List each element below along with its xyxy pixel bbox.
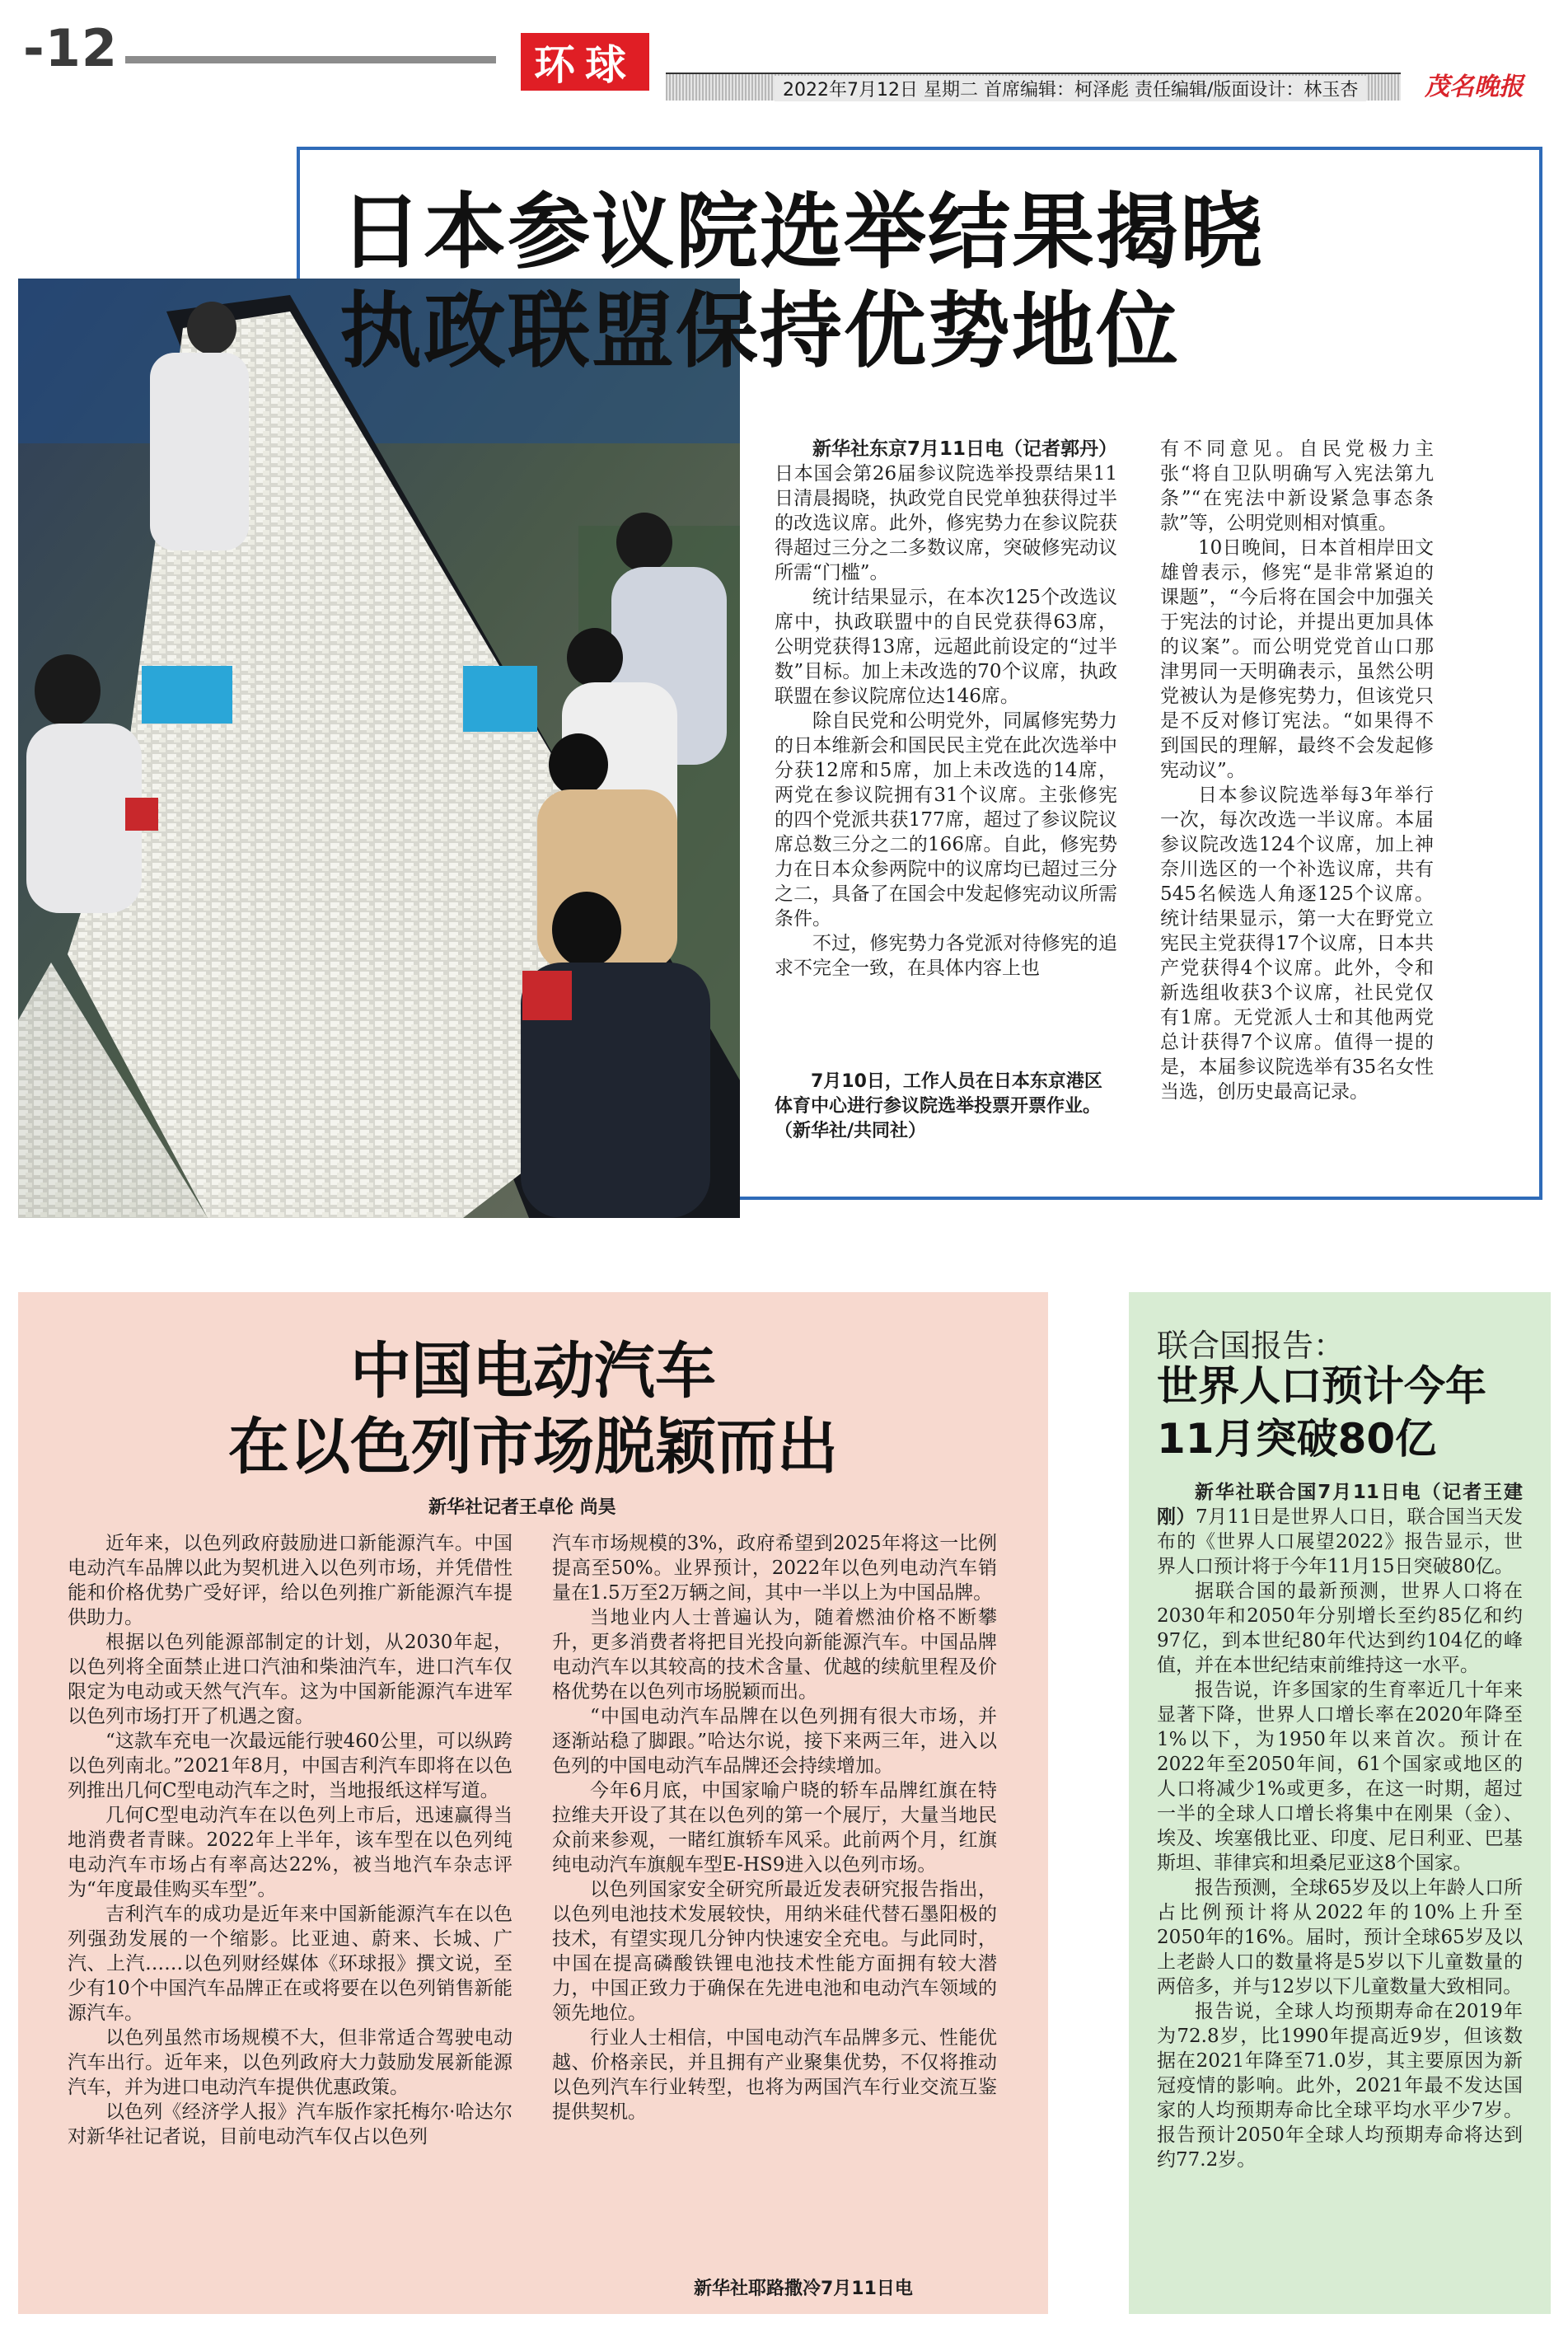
masthead-logo: 茂名晚报 <box>1401 73 1547 102</box>
paragraph: 吉利汽车的成功是近年来中国新能源汽车在以色列强劲发展的一个缩影。比亚迪、蔚来、长城、广汽、上汽……以色列财经媒体《环球报》撰文说，至少有10个中国汽车品牌正在或将要在以色列销售新能源汽车。 <box>68 1904 513 2024</box>
population-story-column <box>1157 1480 1523 2172</box>
paragraph: 据联合国的最新预测，世界人口将在2030年和2050年分别增长至约85亿和约97亿，到本世纪80年代达到约104亿的峰值，并在本世纪结束前维持这一水平。 <box>1157 1581 1523 1676</box>
header-info: 2022年7月12日 星期二 首席编辑：柯泽彪 责任编辑/版面设计：林玉杏 <box>775 76 1366 101</box>
section-badge: 环球 <box>521 33 649 91</box>
population-kicker: 联合国报告： <box>1157 1328 1346 1364</box>
paragraph: “这款车充电一次最远能行驶460公里，可以纵跨以色列南北。”2021年8月，中国吉利汽车即将在以色列推出几何C型电动汽车之时，当地报纸这样写道。 <box>68 1731 513 1801</box>
ev-story-column-1 <box>68 1531 513 2149</box>
paragraph: 统计结果显示，在本次125个改选议席中，执政联盟中的自民党获得63席，公明党获得13席，远超此前设定的“过半数”目标。加上未改选的70个议席，执政联盟在参议院席位达146席。 <box>775 587 1117 707</box>
population-headline-line1: 世界人口预计今年 <box>1157 1362 1486 1410</box>
paragraph: 几何C型电动汽车在以色列上市后，迅速赢得当地消费者青睐。2022年上半年，该车型在以色列纯电动汽车市场占有率高达22%，被当地汽车杂志评为“年度最佳购买车型”。 <box>68 1805 513 1900</box>
paragraph: 日本国会第26届参议院选举投票结果11日清晨揭晓，执政党自民党单独获得过半的改选议席。此外，修宪势力在参议院获得超过三分之二多数议席，突破修宪动议所需“门槛”。 <box>775 463 1117 583</box>
lead-headline-line1: 日本参议院选举结果揭晓 <box>339 184 1264 280</box>
paragraph: 除自民党和公明党外，同属修宪势力的日本维新会和国民民主党在此次选举中分获12席和5席，加上未改选的14席，两党在参议院拥有31个议席。主张修宪的四个党派共获177席，超过了参议院议席总数三分之二的166席。自此，修宪势力在日本众参两院中的议席均已超过三分之二，具备了在国会中发起修宪动议所需条件。 <box>775 710 1117 930</box>
paragraph: 不过，修宪势力各党派对待修宪的追求不完全一致，在具体内容上也 <box>775 933 1117 979</box>
ev-story-signoff: 新华社耶路撒冷7月11日电 <box>694 2279 913 2299</box>
paragraph: 报告预测，全球65岁及以上年龄人口所占比例预计将从2022年的10%上升至2050年的16%。届时，预计全球65岁及以上老龄人口的数量将是5岁以下儿童数量的两倍多，并与12岁以下儿童数量大致相同。 <box>1157 1877 1523 1998</box>
ev-headline-line1: 中国电动汽车 <box>350 1336 716 1407</box>
paragraph: 行业人士相信，中国电动汽车品牌多元、性能优越、价格亲民，并且拥有产业聚集优势，不仅将推动以色列汽车行业转型，也将为两国汽车行业交流互鉴提供契机。 <box>552 2027 997 2123</box>
dateline: 新华社联合国7月11日电（记者王建刚） <box>1157 1482 1523 1528</box>
paragraph: 报告说，许多国家的生育率近几十年来显著下降，世界人口增长率在2020年降至1%以下，为1950年以来首次。预计在2022年至2050年间，61个国家或地区的人口将减少1%或更多，在这一时期，超过一半的全球人口增长将集中在刚果（金）、埃及、埃塞俄比亚、印度、尼日利亚、巴基斯坦、菲律宾和坦桑尼亚这8个国家。 <box>1157 1679 1523 1874</box>
paragraph: 当地业内人士普遍认为，随着燃油价格不断攀升，更多消费者将把目光投向新能源汽车。中国品牌电动汽车以其较高的技术含量、优越的续航里程及价格优势在以色列市场脱颖而出。 <box>552 1607 997 1703</box>
paragraph: 近年来，以色列政府鼓励进口新能源汽车。中国电动汽车品牌以此为契机进入以色列市场，并凭借性能和价格优势广受好评，给以色列推广新能源汽车提供助力。 <box>68 1533 513 1628</box>
population-headline <box>1157 1360 1544 1465</box>
byline: 新华社记者王卓伦 尚昊 <box>428 1497 616 1518</box>
paragraph: 报告说，全球人均预期寿命在2019年为72.8岁，比1990年提高近9岁，但该数据在2021年降至71.0岁，其主要原因为新冠疫情的影响。此外，2021年最不发达国家的人均预期寿命比全球平均水平少7岁。报告预计2050年全球人均预期寿命将达到约77.2岁。 <box>1157 2001 1523 2171</box>
lead-headline <box>339 183 1264 381</box>
ev-headline-line2: 在以色列市场脱颖而出 <box>228 1412 838 1483</box>
paragraph: 7月11日是世界人口日，联合国当天发布的《世界人口展望2022》报告显示，世界人口预计将于今年11月15日突破80亿。 <box>1157 1506 1523 1577</box>
paragraph: 以色列虽然市场规模不大，但非常适合驾驶电动汽车出行。近年来，以色列政府大力鼓励发展新能源汽车，并为进口电动汽车提供优惠政策。 <box>68 2027 513 2098</box>
paragraph: 有不同意见。自民党极力主张“将自卫队明确写入宪法第九条”“在宪法中新设紧急事态条款”等，公明党则相对慎重。 <box>1160 438 1434 534</box>
paragraph: 根据以色列能源部制定的计划，从2030年起，以色列将全面禁止进口汽油和柴油汽车，进口汽车仅限定为电动或天然气汽车。这为中国新能源汽车进军以色列市场打开了机遇之窗。 <box>68 1632 513 1727</box>
paragraph: 今年6月底，中国家喻户晓的轿车品牌红旗在特拉维夫开设了其在以色列的第一个展厅，大量当地民众前来参观，一睹红旗轿车风采。此前两个月，红旗纯电动汽车旗舰车型E-HS9进入以色列市场。 <box>552 1780 997 1876</box>
ev-story-column-2 <box>552 1531 997 2124</box>
dateline: 新华社东京7月11日电（记者郭丹） <box>812 438 1118 460</box>
paragraph: 以色列国家安全研究所最近发表研究报告指出，以色列电池技术发展较快，用纳米硅代替石墨阳极的技术，有望实现几分钟内快速安全充电。与此同时，中国在提高磷酸铁锂电池技术性能方面拥有较大潜力，中国正致力于确保在先进电池和电动汽车领域的领先地位。 <box>552 1879 997 2024</box>
paragraph: 10日晚间，日本首相岸田文雄曾表示，修宪“是非常紧迫的课题”，“今后将在国会中加强关于宪法的讨论，并提出更加具体的议案”。而公明党党首山口那津男同一天明确表示，虽然公明党被认为是修宪势力，但该党只是不反对修订宪法。“如果得不到国民的理解，最终不会发起修宪动议”。 <box>1160 537 1434 781</box>
paragraph: 汽车市场规模的3%，政府希望到2025年将这一比例提高至50%。业界预计，2022年以色列电动汽车销量在1.5万至2万辆之间，其中一半以上为中国品牌。 <box>552 1533 997 1604</box>
population-headline-line2: 11月突破80亿 <box>1157 1415 1437 1463</box>
lead-headline-line2: 执政联盟保持优势地位 <box>339 283 1180 379</box>
lead-story-column-2 <box>1160 437 1434 1104</box>
header-rule <box>125 56 496 63</box>
page-number: -12 <box>23 18 119 78</box>
paragraph: 以色列《经济学人报》汽车版作家托梅尔·哈达尔对新华社记者说，目前电动汽车仅占以色列 <box>68 2101 513 2148</box>
paragraph: 日本参议院选举每3年举行一次，每次改选一半议席。本届参议院改选124个议席，加上神奈川选区的一个补选议席，共有545名候选人角逐125个议席。统计结果显示，第一大在野党立宪民主党获得17个议席，日本共产党获得4个议席。此外，令和新选组收获3个议席，社民党仅有1席。无党派人士和其他两党总计获得7个议席。值得一提的是，本届参议院选举有35名女性当选，创历史最高记录。 <box>1160 785 1434 1103</box>
news-photo <box>18 279 740 1218</box>
photo-caption: 7月10日，工作人员在日本东京港区体育中心进行参议院选举投票开票作业。（新华社/共同社） <box>775 1071 1102 1141</box>
paragraph: “中国电动汽车品牌在以色列拥有很大市场，并逐渐站稳了脚跟。”哈达尔说，接下来两三年，进入以色列的中国电动汽车品牌还会持续增加。 <box>552 1706 997 1777</box>
lead-story-column-1 <box>775 437 1117 981</box>
ev-headline <box>18 1333 1048 1485</box>
